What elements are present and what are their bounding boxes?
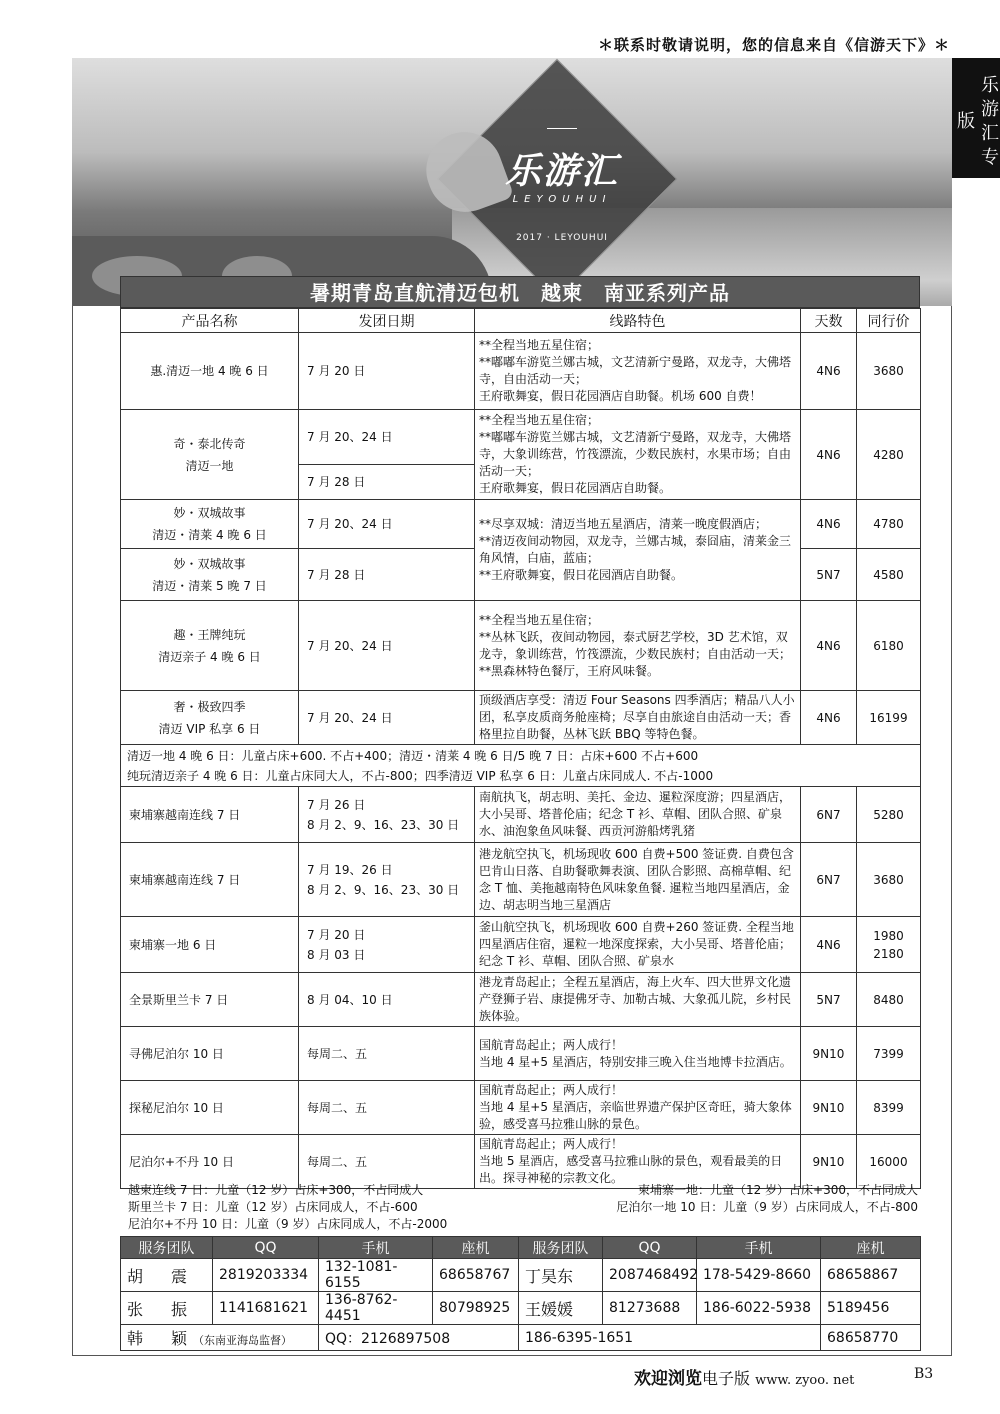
days: 6N7 <box>801 787 857 843</box>
departure-date: 8 月 04、10 日 <box>299 973 475 1027</box>
price: 8399 <box>857 1081 921 1135</box>
route-feature: 顶级酒店享受：清迈 Four Seasons 四季酒店；精品八人小团，私享皮质商务舱座椅；尽享自由旅途自由活动一天；香格里拉自助餐，丛林飞跃 BBQ 等特色餐。 <box>475 691 801 745</box>
note-left: 越柬连线 7 日：儿童（12 岁）占床+300，不占同成人 <box>128 1183 424 1197</box>
table-row <box>121 601 921 691</box>
table-row <box>121 973 921 1027</box>
departure-date: 7 月 26 日 8 月 2、9、16、23、30 日 <box>299 787 475 843</box>
contact-person <box>121 1325 319 1351</box>
contact-landline: 68658867 <box>821 1259 921 1292</box>
logo <box>467 118 657 243</box>
departure-date: 每周二、五 <box>299 1027 475 1081</box>
departure-date: 每周二、五 <box>299 1135 475 1189</box>
product-name: 奢・极致四季 清迈 VIP 私享 6 日 <box>121 691 299 745</box>
table-row <box>121 1135 921 1189</box>
child-policy-line: 清迈一地 4 晚 6 日：儿童占床+600. 不占+400；清迈・清莱 4 晚 6 日/5 晚 7 日：占床+600 不占+600 <box>127 748 699 763</box>
hero-banner <box>72 58 952 306</box>
child-policy-line: 纯玩清迈亲子 4 晚 6 日：儿童占床同大人，不占-800；四季清迈 VIP 私享 6 日：儿童占床同成人. 不占-1000 <box>127 768 714 783</box>
departure-date: 7 月 28 日 <box>299 549 475 601</box>
contact-mobile: 178-5429-8660 <box>697 1259 821 1292</box>
table-row <box>121 787 921 843</box>
table-row <box>121 691 921 745</box>
days: 4N6 <box>801 410 857 500</box>
contact-header: 服务团队 <box>121 1237 213 1259</box>
days: 5N7 <box>801 549 857 601</box>
route-feature: **全程当地五星住宿； **嘟嘟车游览兰娜古城，文艺清新宁曼路，双龙寺，大佛塔寺，大象训练营，竹筏漂流，少数民族村，水果市场；自由活动一天； 王府歌舞宴，假日花园酒店自助餐。 <box>475 410 801 500</box>
edition-text: 电子版 <box>702 1369 751 1388</box>
days: 4N6 <box>801 691 857 745</box>
note-row <box>128 1216 918 1233</box>
price: 16000 <box>857 1135 921 1189</box>
col-header-name: 产品名称 <box>121 309 299 333</box>
days: 4N6 <box>801 500 857 549</box>
days: 6N7 <box>801 843 857 917</box>
departure-date: 7 月 20 日 8 月 03 日 <box>299 917 475 973</box>
price: 4280 <box>857 410 921 500</box>
days: 4N6 <box>801 917 857 973</box>
child-policy-row <box>121 745 921 787</box>
table-row <box>121 410 921 500</box>
departure-date: 7 月 20、24 日 <box>299 691 475 745</box>
route-feature: 港龙航空执飞，机场现收 600 自费+500 签证费. 自费包含巴肯山日落、自助餐歌舞表演、团队合影照、高棉草帽、纪念 T 恤、美拖越南特色风味象鱼餐. 暹粒当地四星酒店，金边、胡志明当地三星酒店 <box>475 843 801 917</box>
contact-qq: 2087468492 <box>603 1259 697 1292</box>
product-name: 尼泊尔+不丹 10 日 <box>121 1135 299 1189</box>
contact-row <box>121 1325 921 1351</box>
departure-date: 7 月 19、26 日 8 月 2、9、16、23、30 日 <box>299 843 475 917</box>
table-row <box>121 333 921 410</box>
departure-date: 7 月 20、24 日 <box>299 500 475 549</box>
contact-person-role: （东南亚海岛监督） <box>193 1334 293 1347</box>
contact-qq: QQ：2126897508 <box>319 1325 519 1351</box>
contact-person: 胡 震 <box>121 1259 213 1292</box>
product-table <box>120 308 921 1189</box>
contact-mobile: 132-1081-6155 <box>319 1259 433 1292</box>
contact-landline: 68658770 <box>821 1325 921 1351</box>
table-row <box>121 843 921 917</box>
table-row <box>121 500 921 549</box>
note-left: 尼泊尔+不丹 10 日：儿童（9 岁）占床同成人，不占-2000 <box>128 1217 448 1231</box>
edition-tab: 乐游汇专版 <box>952 58 1000 178</box>
date-second: 7 月 28 日 <box>299 464 474 499</box>
product-name: 妙・双城故事 清迈・清莱 5 晚 7 日 <box>121 549 299 601</box>
table-header-row <box>121 309 921 333</box>
col-header-feature: 线路特色 <box>475 309 801 333</box>
days: 9N10 <box>801 1135 857 1189</box>
price: 3680 <box>857 333 921 410</box>
product-name: 全景斯里兰卡 7 日 <box>121 973 299 1027</box>
price: 6180 <box>857 601 921 691</box>
route-feature: 南航执飞，胡志明、美托、金边、暹粒深度游；四星酒店，大小吴哥、塔普伦庙；纪念 T 衫、草帽、团队合照、矿泉水、油泡象鱼风味餐、西贡河游船烤乳猪 <box>475 787 801 843</box>
route-feature: 国航青岛起止；两人成行！ 当地 4 星+5 星酒店，亲临世界遗产保护区奇旺，骑大象体验，感受喜马拉雅山脉的景色。 <box>475 1081 801 1135</box>
contact-header: QQ <box>603 1237 697 1259</box>
col-header-price: 同行价 <box>857 309 921 333</box>
price: 1980 2180 <box>857 917 921 973</box>
logo-latin: LEYOUHUI <box>512 194 612 205</box>
contact-row <box>121 1259 921 1292</box>
date-first: 7 月 20、24 日 <box>307 430 393 444</box>
price: 4780 <box>857 500 921 549</box>
product-name: 探秘尼泊尔 10 日 <box>121 1081 299 1135</box>
contact-landline: 5189456 <box>821 1292 921 1325</box>
contact-person: 张 振 <box>121 1292 213 1325</box>
product-name: 柬埔寨越南连线 7 日 <box>121 843 299 917</box>
days: 4N6 <box>801 601 857 691</box>
departure-date: 7 月 20、24 日 <box>299 601 475 691</box>
contact-header-row <box>121 1237 921 1259</box>
days: 4N6 <box>801 333 857 410</box>
contact-header: 服务团队 <box>519 1237 603 1259</box>
contact-person-name: 韩 颖 <box>127 1329 194 1348</box>
child-policy-bottom <box>128 1182 918 1233</box>
logo-line <box>547 128 577 129</box>
page-title: 暑期青岛直航清迈包机 越柬 南亚系列产品 <box>120 276 920 308</box>
contact-header: 座机 <box>821 1237 921 1259</box>
price: 4580 <box>857 549 921 601</box>
route-feature: 国航青岛起止；两人成行！ 当地 4 星+5 星酒店，特别安排三晚入住当地博卡拉酒店。 <box>475 1027 801 1081</box>
note-row <box>128 1199 918 1216</box>
contact-person: 丁昊东 <box>519 1259 603 1292</box>
contact-qq: 1141681621 <box>213 1292 319 1325</box>
departure-date: 7 月 20 日 <box>299 333 475 410</box>
contact-header: 座机 <box>433 1237 519 1259</box>
contact-table <box>120 1236 921 1351</box>
product-name: 妙・双城故事 清迈・清莱 4 晚 6 日 <box>121 500 299 549</box>
site-url[interactable]: www. zyoo. net <box>755 1373 855 1388</box>
note-right: 柬埔寨一地：儿童（12 岁）占床+300，不占同成人 <box>637 1183 918 1197</box>
logo-year: 2017 · LEYOUHUI <box>516 233 608 243</box>
contact-header: 手机 <box>697 1237 821 1259</box>
note-right: 尼泊尔一地 10 日：儿童（9 岁）占床同成人，不占-800 <box>616 1200 918 1214</box>
contact-person: 王媛媛 <box>519 1292 603 1325</box>
product-name: 惠.清迈一地 4 晚 6 日 <box>121 333 299 410</box>
product-name: 奇・泰北传奇 清迈一地 <box>121 410 299 500</box>
col-header-date: 发团日期 <box>299 309 475 333</box>
source-note: ＊联系时敬请说明，您的信息来自《信游天下》＊ <box>597 36 950 54</box>
product-name: 趣・王牌纯玩 清迈亲子 4 晚 6 日 <box>121 601 299 691</box>
col-header-days: 天数 <box>801 309 857 333</box>
table-row <box>121 1027 921 1081</box>
departure-date <box>299 410 475 500</box>
welcome-text: 欢迎浏览 <box>634 1369 702 1389</box>
contact-qq: 2819203334 <box>213 1259 319 1292</box>
days: 9N10 <box>801 1027 857 1081</box>
note-left: 斯里兰卡 7 日：儿童（12 岁）占床同成人，不占-600 <box>128 1200 418 1214</box>
logo-text: 乐游汇 <box>504 151 619 192</box>
note-row <box>128 1182 918 1199</box>
contact-header: QQ <box>213 1237 319 1259</box>
contact-mobile: 136-8762-4451 <box>319 1292 433 1325</box>
contact-row <box>121 1292 921 1325</box>
route-feature: 国航青岛起止；两人成行！ 当地 5 星酒店，感受喜马拉雅山脉的景色，观看最美的日出。探寻神秘的宗教文化。 <box>475 1135 801 1189</box>
page-number: B3 <box>914 1366 934 1382</box>
price: 3680 <box>857 843 921 917</box>
route-feature: 釜山航空执飞，机场现收 600 自费+260 签证费. 全程当地四星酒店住宿，暹粒一地深度探索，大小吴哥、塔普伦庙；纪念 T 衫、草帽、团队合照、矿泉水 <box>475 917 801 973</box>
price: 16199 <box>857 691 921 745</box>
price: 5280 <box>857 787 921 843</box>
days: 9N10 <box>801 1081 857 1135</box>
child-policy-thai <box>121 745 921 787</box>
route-feature: **全程当地五星住宿； **嘟嘟车游览兰娜古城，文艺清新宁曼路，双龙寺，大佛塔寺，自由活动一天； 王府歌舞宴，假日花园酒店自助餐。机场 600 自费！ <box>475 333 801 410</box>
contact-qq: 81273688 <box>603 1292 697 1325</box>
route-feature: 港龙青岛起止；全程五星酒店，海上火车、四大世界文化遗产登狮子岩、康提佛牙寺、加勒古城、大象孤儿院，乡村民族体验。 <box>475 973 801 1027</box>
footer-welcome <box>634 1364 854 1389</box>
departure-date: 每周二、五 <box>299 1081 475 1135</box>
contact-landline: 80798925 <box>433 1292 519 1325</box>
table-row <box>121 917 921 973</box>
contact-mobile: 186-6395-1651 <box>519 1325 821 1351</box>
product-name: 柬埔寨越南连线 7 日 <box>121 787 299 843</box>
contact-header: 手机 <box>319 1237 433 1259</box>
route-feature: **全程当地五星住宿； **丛林飞跃，夜间动物园，泰式厨艺学校，3D 艺术馆，双龙寺，象训练营，竹筏漂流，少数民族村；自由活动一天； **黑森林特色餐厅，王府风味餐。 <box>475 601 801 691</box>
product-name: 柬埔寨一地 6 日 <box>121 917 299 973</box>
product-table-wrap <box>120 308 920 1189</box>
product-name: 寻佛尼泊尔 10 日 <box>121 1027 299 1081</box>
route-feature: **尽享双城：清迈当地五星酒店，清莱一晚度假酒店； **清迈夜间动物园，双龙寺，兰娜古城，泰囧庙，清莱金三角风情，白庙，蓝庙； **王府歌舞宴，假日花园酒店自助餐。 <box>475 500 801 601</box>
contact-mobile: 186-6022-5938 <box>697 1292 821 1325</box>
days: 5N7 <box>801 973 857 1027</box>
table-row <box>121 1081 921 1135</box>
price: 8480 <box>857 973 921 1027</box>
contact-landline: 68658767 <box>433 1259 519 1292</box>
price: 7399 <box>857 1027 921 1081</box>
